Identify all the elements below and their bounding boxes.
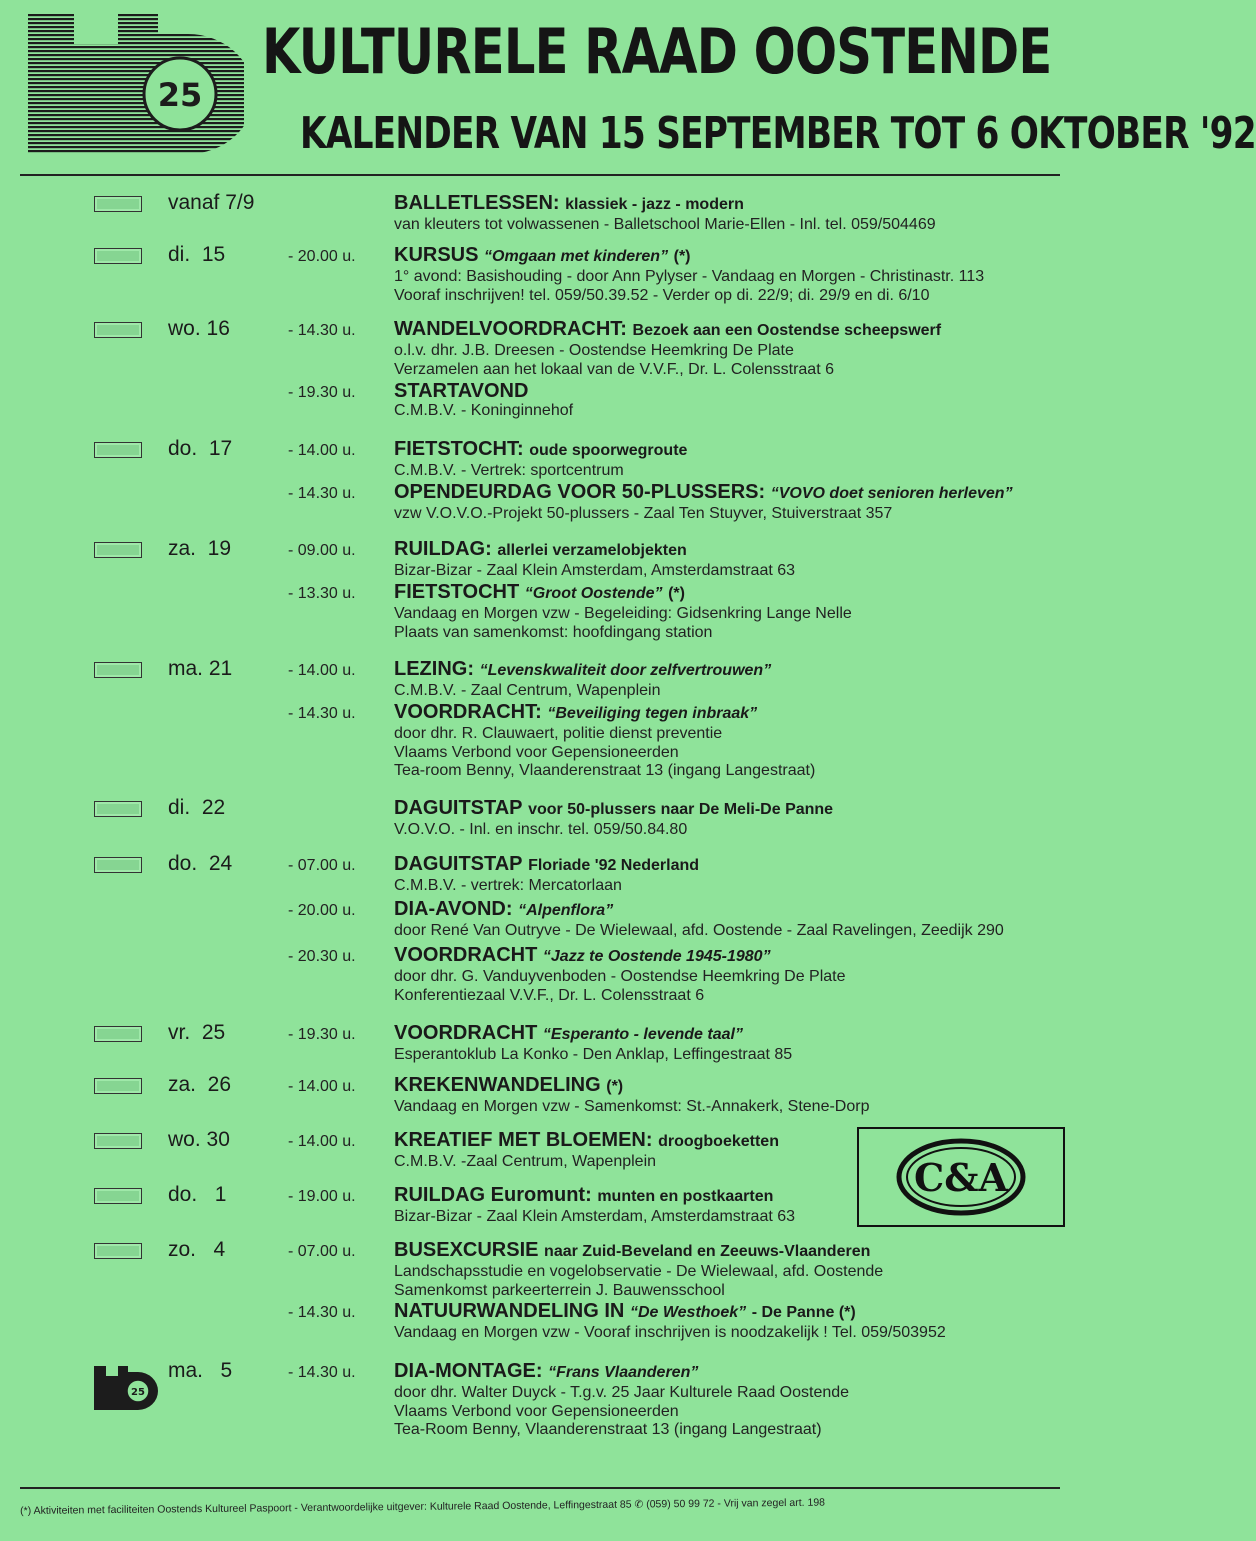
event-title: VOORDRACHT [394, 944, 538, 966]
event-detail-line: Vooraf inschrijven! tel. 059/50.39.52 - Verder op di. 22/9; di. 29/9 en di. 6/10 [394, 286, 930, 304]
event-title: RUILDAG: [394, 538, 492, 560]
checkbox-square [94, 801, 142, 817]
logo-number: 25 [157, 76, 203, 114]
page-title: KULTURELE RAAD OOSTENDE [262, 15, 1052, 88]
event-title: DIA-AVOND: [394, 898, 513, 920]
event-theme: “Groot Oostende” [524, 585, 663, 602]
event-time: - 19.30 u. [288, 384, 356, 401]
event-time: - 14.00 u. [288, 1133, 356, 1150]
checkbox-square [94, 248, 142, 264]
event-theme: “Omgaan met kinderen” [484, 248, 669, 265]
event-day: vr. 25 [168, 1021, 226, 1044]
checkbox-square [94, 1026, 142, 1042]
event-subtitle: Floriade '92 Nederland [528, 857, 700, 874]
event-theme: “Beveiliging tegen inbraak” [547, 705, 758, 722]
event-detail-line: Vandaag en Morgen vzw - Begeleiding: Gidsenkring Lange Nelle [394, 605, 852, 622]
event-time: - 14.30 u. [288, 485, 356, 502]
event-theme: “VOVO doet senioren herleven” [770, 485, 1013, 502]
event-time: - 20.00 u. [288, 902, 356, 919]
event-day: do. 1 [168, 1183, 227, 1206]
event-theme: “Alpenflora” [518, 902, 614, 919]
event-item [394, 192, 1074, 235]
checkbox-square [94, 1078, 142, 1094]
event-item [394, 438, 1074, 481]
event-time: - 09.00 u. [288, 542, 356, 559]
event-title: KREKENWANDELING [394, 1074, 601, 1096]
event-headline [394, 192, 1074, 216]
event-detail-line: Landschapsstudie en vogelobservatie - De Wielewaal, afd. Oostende [394, 1263, 884, 1280]
event-detail-line: Plaats van samenkomst: hoofdingang station [394, 623, 713, 641]
event-subtitle: voor 50-plussers naar De Meli-De Panne [528, 801, 834, 818]
event-detail-line: van kleuters tot volwassenen - Balletschool Marie-Ellen - Inl. tel. 059/504469 [394, 216, 936, 233]
kr-logo-icon [28, 14, 244, 154]
page-subtitle: KALENDER VAN 15 SEPTEMBER TOT 6 OKTOBER '92 [300, 108, 1256, 159]
event-detail-line: o.l.v. dhr. J.B. Dreesen - Oostendse Heemkring De Plate [394, 342, 794, 359]
event-theme: “Esperanto - levende taal” [542, 1026, 743, 1043]
footer-note: (*) Aktiviteiten met faciliteiten Oostends Kultureel Paspoort - Verantwoordelijke uitgever: Kulturele Raad Oostende, Leffingestraat 85 ✆ (059) 50 99 72 - Vrij van zegel art. 198 [20, 1496, 826, 1517]
event-headline [394, 1360, 1074, 1384]
event-title: STARTAVOND [394, 380, 529, 402]
event-time: - 19.30 u. [288, 1026, 356, 1043]
event-time: - 14.30 u. [288, 1304, 356, 1321]
event-detail-line: Bizar-Bizar - Zaal Klein Amsterdam, Amsterdamstraat 63 [394, 562, 796, 579]
event-theme: “De Westhoek” [629, 1304, 747, 1321]
event-title: KREATIEF MET BLOEMEN: [394, 1129, 653, 1151]
event-title: VOORDRACHT: [394, 701, 542, 723]
event-detail-line: Konferentiezaal V.V.F., Dr. L. Colensstraat 6 [394, 986, 705, 1004]
event-day: ma. 5 [168, 1359, 233, 1382]
event-theme: “Jazz te Oostende 1945-1980” [542, 948, 771, 965]
event-detail-line: Vlaams Verbond voor Gepensioneerden [394, 743, 679, 761]
event-headline [394, 244, 1074, 268]
checkbox-square [94, 1188, 142, 1204]
event-subtitle: droogboeketten [658, 1133, 779, 1150]
event-title: FIETSTOCHT [394, 581, 520, 603]
event-headline [394, 1300, 1074, 1324]
event-subtitle: munten en postkaarten [597, 1188, 774, 1205]
event-time: - 14.00 u. [288, 662, 356, 679]
event-title: BUSEXCURSIE [394, 1239, 539, 1261]
poster-header [0, 0, 1256, 175]
event-title: FIETSTOCHT: [394, 438, 524, 460]
event-detail-line: Vlaams Verbond voor Gepensioneerden [394, 1402, 679, 1420]
event-day: za. 26 [168, 1073, 232, 1096]
top-divider [20, 174, 1060, 176]
event-day: wo. 30 [168, 1128, 230, 1151]
event-title: BALLETLESSEN: [394, 192, 560, 214]
event-headline [394, 1074, 1074, 1098]
event-day: di. 15 [168, 243, 226, 266]
event-detail-line: Tea-room Benny, Vlaanderenstraat 13 (ingang Langestraat) [394, 762, 816, 779]
checkbox-square [94, 662, 142, 678]
event-day: vanaf 7/9 [168, 191, 255, 214]
event-title: LEZING: [394, 658, 474, 680]
event-headline [394, 538, 1074, 562]
event-headline [394, 380, 1074, 402]
event-time: - 14.30 u. [288, 322, 356, 339]
sponsor-box [857, 1127, 1065, 1227]
event-item [394, 658, 1074, 701]
event-subtitle: klassiek - jazz - modern [565, 196, 744, 213]
event-detail-line: C.M.B.V. - Vertrek: sportcentrum [394, 462, 624, 479]
event-title: RUILDAG Euromunt: [394, 1184, 592, 1206]
event-title: DIA-MONTAGE: [394, 1360, 543, 1382]
logo-small-number: 25 [131, 1387, 145, 1398]
event-item [394, 853, 1074, 896]
event-time: - 07.00 u. [288, 1243, 356, 1260]
event-item [394, 1074, 1074, 1117]
event-detail-line: 1° avond: Basishouding - door Ann Pylyser - Vandaag en Morgen - Christinastr. 113 [394, 268, 985, 285]
event-time: - 14.30 u. [288, 1364, 356, 1381]
event-headline [394, 658, 1074, 682]
event-title: DAGUITSTAP [394, 853, 523, 875]
event-headline [394, 438, 1074, 462]
event-time: - 13.30 u. [288, 585, 356, 602]
event-item [394, 244, 1074, 305]
event-time: - 14.00 u. [288, 1078, 356, 1095]
event-headline [394, 481, 1074, 505]
event-headline [394, 581, 1074, 605]
event-headline [394, 797, 1074, 821]
event-note: (*) [606, 1078, 624, 1095]
event-title: NATUURWANDELING IN [394, 1300, 625, 1322]
event-headline [394, 853, 1074, 877]
event-item [394, 701, 1074, 781]
event-detail-line: Vandaag en Morgen vzw - Vooraf inschrijven is noodzakelijk ! Tel. 059/503952 [394, 1324, 946, 1341]
event-subtitle: allerlei verzamelobjekten [497, 542, 687, 559]
event-detail-line: door dhr. Walter Duyck - T.g.v. 25 Jaar Kulturele Raad Oostende [394, 1384, 850, 1401]
event-note: - De Panne (*) [751, 1304, 856, 1321]
checkbox-square [94, 322, 142, 338]
checkbox-square [94, 1243, 142, 1259]
event-day: ma. 21 [168, 657, 233, 680]
event-note: (*) [668, 585, 685, 602]
event-time: - 20.30 u. [288, 948, 356, 965]
event-theme: “Levenskwaliteit door zelfvertrouwen” [479, 662, 772, 679]
event-time: - 19.00 u. [288, 1188, 356, 1205]
event-detail-line: door dhr. G. Vanduyvenboden - Oostendse Heemkring De Plate [394, 968, 846, 985]
checkbox-square [94, 196, 142, 212]
event-day: zo. 4 [168, 1238, 226, 1261]
event-time: - 07.00 u. [288, 857, 356, 874]
event-item [394, 481, 1074, 524]
event-time: - 14.00 u. [288, 442, 356, 459]
event-item [394, 380, 1074, 421]
event-detail-line: C.M.B.V. - Zaal Centrum, Wapenplein [394, 682, 661, 699]
event-headline [394, 944, 1074, 968]
event-theme: “Frans Vlaanderen” [548, 1364, 699, 1381]
event-item [394, 944, 1074, 1005]
event-detail-line: vzw V.O.V.O.-Projekt 50-plussers - Zaal Ten Stuyver, Stuiverstraat 357 [394, 505, 893, 522]
event-headline [394, 1022, 1074, 1046]
event-day: do. 24 [168, 852, 233, 875]
event-day: di. 22 [168, 796, 226, 819]
event-day: do. 17 [168, 437, 233, 460]
event-day: za. 19 [168, 537, 232, 560]
bottom-divider [20, 1487, 1060, 1489]
event-detail-line: door dhr. R. Clauwaert, politie dienst preventie [394, 725, 723, 742]
event-detail-line: C.M.B.V. -Zaal Centrum, Wapenplein [394, 1153, 657, 1170]
event-item [394, 797, 1074, 840]
event-item [394, 1022, 1074, 1065]
event-time: - 14.30 u. [288, 705, 356, 722]
event-detail-line: Tea-Room Benny, Vlaanderenstraat 13 (ingang Langestraat) [394, 1421, 822, 1438]
sponsor-name: C&A [913, 1155, 1009, 1200]
event-detail-line: V.O.V.O. - Inl. en inschr. tel. 059/50.84.80 [394, 821, 688, 838]
event-item [394, 581, 1074, 642]
event-detail-line: Samenkomst parkeerterrein J. Bauwensschool [394, 1281, 725, 1299]
event-title: VOORDRACHT [394, 1022, 538, 1044]
event-item [394, 1360, 1074, 1440]
event-detail-line: Esperantoklub La Konko - Den Anklap, Leffingestraat 85 [394, 1046, 793, 1063]
checkbox-square [94, 442, 142, 458]
event-item [394, 1239, 1074, 1300]
checkbox-square [94, 542, 142, 558]
event-detail-line: door René Van Outryve - De Wielewaal, afd. Oostende - Zaal Ravelingen, Zeedijk 290 [394, 922, 1004, 939]
event-title: OPENDEURDAG VOOR 50-PLUSSERS: [394, 481, 766, 503]
event-headline [394, 701, 1074, 725]
checkbox-square [94, 1133, 142, 1149]
event-note: (*) [673, 248, 691, 265]
event-day: wo. 16 [168, 317, 230, 340]
event-headline [394, 1239, 1074, 1263]
event-title: WANDELVOORDRACHT: [394, 318, 627, 340]
event-title: KURSUS [394, 244, 479, 266]
event-detail-line: C.M.B.V. - Koninginnehof [394, 402, 574, 419]
event-item [394, 538, 1074, 581]
event-subtitle: oude spoorwegroute [529, 442, 688, 459]
ca-logo-icon [859, 1129, 1063, 1225]
event-detail-line: C.M.B.V. - vertrek: Mercatorlaan [394, 877, 622, 894]
event-item [394, 898, 1074, 941]
event-subtitle: Bezoek aan een Oostendse scheepswerf [632, 322, 942, 339]
checkbox-square [94, 857, 142, 873]
event-headline [394, 318, 1074, 342]
event-subtitle: naar Zuid-Beveland en Zeeuws-Vlaanderen [544, 1243, 871, 1260]
event-time: - 20.00 u. [288, 248, 356, 265]
kr-logo-small-icon [94, 1366, 164, 1410]
event-detail-line: Bizar-Bizar - Zaal Klein Amsterdam, Amsterdamstraat 63 [394, 1208, 796, 1225]
event-headline [394, 898, 1074, 922]
event-detail-line: Verzamelen aan het lokaal van de V.V.F., Dr. L. Colensstraat 6 [394, 360, 834, 378]
event-item [394, 1300, 1074, 1343]
event-title: DAGUITSTAP [394, 797, 523, 819]
event-item [394, 318, 1074, 379]
event-detail-line: Vandaag en Morgen vzw - Samenkomst: St.-Annakerk, Stene-Dorp [394, 1098, 870, 1115]
